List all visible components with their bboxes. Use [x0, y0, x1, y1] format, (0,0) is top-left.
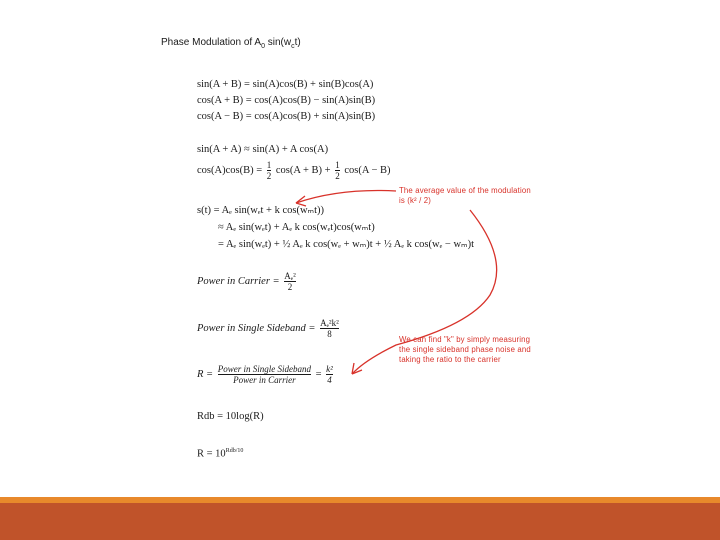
arrow-to-ratio — [352, 210, 497, 374]
footer-bar — [0, 503, 720, 540]
signal-approx: ≈ Aₑ sin(wₑt) + Aₑ k cos(wₑt)cos(wₘt) — [218, 222, 375, 233]
annotation-find-k: We can find "k" by simply measuring the single sideband phase noise and taking the ratio to the carrier — [399, 335, 531, 364]
identity-cos-sum: cos(A + B) = cos(A)cos(B) − sin(A)sin(B) — [197, 95, 376, 106]
identity-cos-diff: cos(A − B) = cos(A)cos(B) + sin(A)sin(B) — [197, 111, 376, 122]
annotation-average-value: The average value of the modulation is (k² / 2) — [399, 186, 531, 205]
r-exponent-equation: $R = 10^{Rdb/10}$ — [197, 448, 244, 460]
arrow-to-signal — [296, 191, 396, 204]
rdb-equation: Rdb = 10log(R) — [197, 411, 264, 422]
identity-small-angle: sin(A + A) ≈ sin(A) + A cos(A) — [197, 144, 329, 155]
power-carrier-equation: Power in Carrier = $\frac{\text{Aₑ²}}{2}$ — [197, 271, 296, 292]
identity-sin-sum: sin(A + B) = sin(A)cos(B) + sin(B)cos(A) — [197, 79, 374, 90]
signal-expanded: = Aₑ sin(wₑt) + ½ Aₑ k cos(wₑ + wₘ)t + ½ Aₑ k cos(wₑ − wₘ)t — [218, 239, 474, 250]
slide-title: Phase Modulation of $A_0$ $\sin(w_ct)$ — [161, 37, 301, 50]
power-sideband-equation: Power in Single Sideband = $\frac{\text{Aₑ²k²}}{8}$ — [197, 318, 339, 339]
product-identity: cos(A)cos(B) = $\frac{1}{2}$ cos(A + B) + $\frac{1}{2}$ cos(A − B) — [197, 160, 391, 181]
ratio-equation: R = $\frac{\text{Power in Single Sideband}}{\text{Power in Carrier}}$ = $\frac{\text{k²}}{4}$ — [197, 364, 333, 385]
signal-equation: s(t) = Aₑ sin(wₑt + k cos(wₘt)) — [197, 205, 325, 216]
